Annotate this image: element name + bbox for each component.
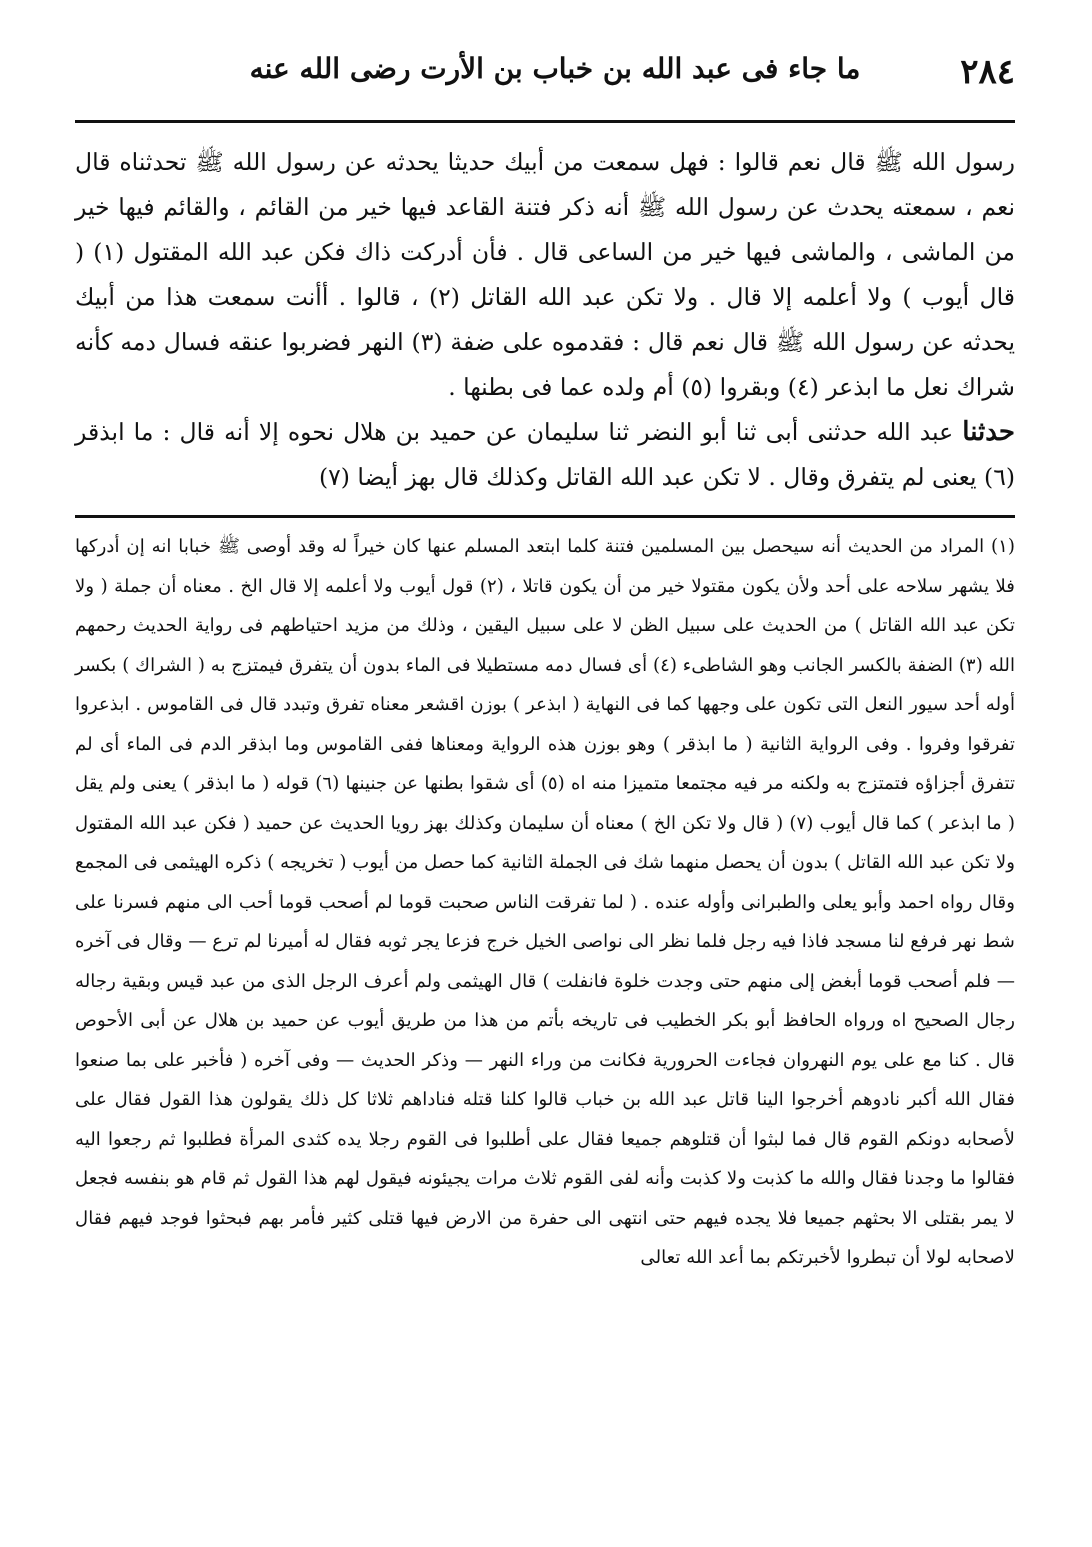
main-paragraph-2 — [75, 410, 1015, 500]
main-paragraph: رسول الله ﷺ قال نعم قالوا : فهل سمعت من أبيك حديثا يحدثه عن رسول الله ﷺ تحدثناه قال نعم ، سمعته يحدث عن رسول الله ﷺ أنه ذكر فتنة القاعد فيها خير من القائم ، والقائم فيها خير من الماشى ، والماشى فيها خير من الساعى قال . فأن أدركت ذاك فكن عبد الله المقتول (١) ( قال أيوب ) ولا أعلمه إلا قال . ولا تكن عبد الله القاتل (٢) ، قالوا . أأنت سمعت هذا من أبيك يحدثه عن رسول الله ﷺ قال نعم قال : فقدموه على ضفة (٣) النهر فضربوا عنقه فسال دمه كأنه شراك نعل ما ابذعر (٤) وبقروا (٥) أم ولده عما فى بطنها . — [75, 148, 1016, 401]
footnotes — [75, 527, 1015, 1527]
main-text — [75, 140, 1015, 500]
main-paragraph-2-text: عبد الله حدثنى أبى ثنا أبو النضر ثنا سليمان عن حميد بن هلال نحوه إلا أنه قال : ما ابذقر (٦) يعنى لم يتفرق وقال . لا تكن عبد الله القاتل وكذلك قال بهز أيضا (٧) — [75, 418, 1015, 491]
page-header — [75, 42, 1015, 102]
header-divider — [75, 120, 1015, 123]
footnote-divider — [75, 515, 1015, 518]
running-title: ما جاء فى عبد الله بن خباب بن الأرت رضى الله عنه — [249, 52, 861, 85]
page-number: ٢٨٤ — [960, 52, 1015, 92]
footnotes-text: (١) المراد من الحديث أنه سيحصل بين المسلمين فتنة كلما ابتعد المسلم عنها كان خيراً له وقد أوصى ﷺ خبابا انه إن أدركها فلا يشهر سلاحه على أحد ولأن يكون مقتولا خير من أن يكون قاتلا ، (٢) قول أيوب ولا أعلمه إلا قال الخ . معناه أن جملة ( ولا تكن عبد الله القاتل ) من الحديث على سبيل الظن لا على سبيل اليقين ، وذلك من مزيد احتياطهم فى رواية الحديث رحمهم الله (٣) الضفة بالكسر الجانب وهو الشاطىء (٤) أى فسال دمه مستطيلا فى الماء بدون أن يتفرق فيمتزج به ( الشراك ) بكسر أوله أحد سيور النعل التى تكون على وجهها كما فى النهاية ( ابذعر ) بوزن اقشعر معناه تفرق وتبدد قال فى القاموس . ابذعروا تفرقوا وفروا . وفى الرواية الثانية ( ما ابذقر ) وهو بوزن هذه الرواية ومعناها ففى القاموس وما ابذقر الدم فى الماء أى لم تتفرق أجزاؤه فتمتزج به ولكنه مر فيه مجتمعا متميزا منه اه (٥) أى شقوا بطنها عن جنينها (٦) قوله ( ما ابذقر ) يعنى ولم يقل ( ما ابذعر ) كما قال أيوب (٧) ( قال ولا تكن الخ ) معناه أن سليمان وكذلك بهز رويا الحديث عن حميد ( فكن عبد الله المقتول ولا تكن عبد الله القاتل ) بدون أن يحصل منهما شك فى الجملة الثانية كما حصل من أيوب ( تخريجه ) ذكره الهيثمى فى المجمع وقال رواه احمد وأبو يعلى والطبرانى وأوله عنده . ( لما تفرقت الناس صحبت قوما لم أصحب قوما أحب الى منهم فسرنا على شط نهر فرفع لنا مسجد فاذا فيه رجل فلما نظر الى نواصى الخيل خرج فزعا يجر ثوبه فقال له أميرنا لم ترع — وقال فى آخره — فلم أصحب قوما أبغض إلى منهم حتى وجدت خلوة فانفلت ) قال الهيثمى ولم أعرف الرجل الذى من عبد قيس وبقية رجاله رجال الصحيح اه ورواه الحافظ أبو بكر الخطيب فى تاريخه بأتم من هذا من طريق أيوب عن حميد بن هلال عن أبى الأحوص قال . كنا مع على يوم النهروان فجاءت الحرورية فكانت من وراء النهر — وذكر الحديث — وفى آخره ( فأخبر على بما صنعوا فقال الله أكبر نادوهم أخرجوا الينا قاتل عبد الله بن خباب قالوا كلنا قتله فناداهم ثلاثا كل ذلك يقولون هذا القول فقال على لأصحابه دونكم القوم قال فما لبثوا أن قتلوهم جميعا فقال على أطلبوا فى القوم رجلا يده كثدى المرأة فطلبوا ثم رجعوا اليه فقالوا ما وجدنا فقال والله ما كذبت ولا كذبت وأنه لفى القوم ثلاث مرات يجيئونه فيقول لهم هذا القول ثم قام هو بنفسه فجعل لا يمر بقتلى الا بحثهم جميعا فلا يجده فيهم حتى انتهى الى حفرة من الارض فيها قتلى كثير فأمر بهم فبحثوا فوجد فيهم فقال لاصحابه لولا أن تبطروا لأخبرتكم بما أعد الله تعالى — [75, 536, 1016, 1268]
hadith-marker: حدثنا — [962, 417, 1015, 447]
